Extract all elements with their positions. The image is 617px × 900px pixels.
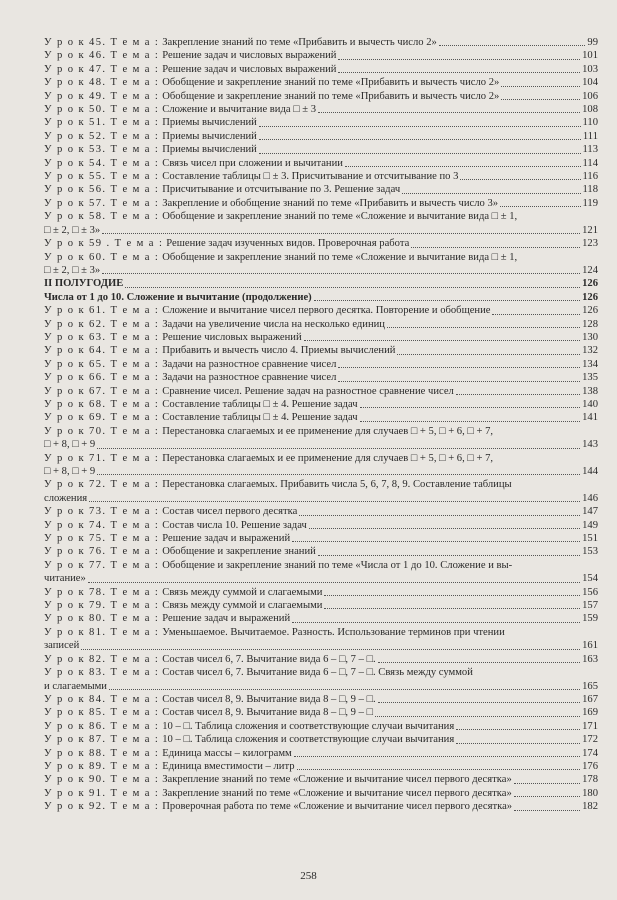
lesson-topic: Прибавить и вычесть число 4. Приемы вычислений: [162, 345, 396, 357]
page-ref: 176: [582, 760, 598, 772]
toc-row: [44, 425, 598, 438]
dot-leader: [338, 381, 580, 382]
lesson-topic: Состав чисел 8, 9. Вычитание вида 8 – □, 9 – □.: [162, 693, 376, 705]
toc-row: [44, 210, 598, 223]
toc-row: [44, 760, 598, 773]
dot-leader: [259, 126, 581, 127]
dot-leader: [411, 247, 580, 248]
lesson-topic: Закрепление и обобщение знаний по теме «Прибавить и вычесть число 3»: [162, 197, 499, 209]
lesson-label: У р о к 71. Т е м а :: [44, 452, 160, 464]
toc-row: [44, 519, 598, 532]
dot-leader: [259, 153, 581, 154]
toc-row: [44, 197, 598, 210]
toc-row: [44, 49, 598, 62]
page-ref: 144: [582, 466, 598, 477]
dot-leader: [456, 729, 580, 730]
lesson-label: У р о к 72. Т е м а :: [44, 479, 160, 491]
toc-row: [44, 612, 598, 625]
page-ref: 114: [582, 157, 598, 169]
lesson-topic: Задачи на разностное сравнение чисел: [162, 358, 337, 370]
lesson-topic: Перестановка слагаемых и ее применение для случаев □ + 5, □ + 6, □ + 7,: [162, 425, 494, 437]
lesson-label: У р о к 67. Т е м а :: [44, 385, 160, 397]
lesson-topic: Связь чисел при сложении и вычитании: [162, 157, 343, 169]
lesson-topic: Состав чисел 6, 7. Вычитание вида 6 – □, 7 – □.: [162, 653, 376, 665]
page-ref: 161: [582, 640, 598, 652]
lesson-topic: Составление таблицы □ ± 4. Решение задач: [162, 412, 358, 424]
page-ref: 163: [582, 653, 598, 665]
lesson-label: У р о к 54. Т е м а :: [44, 157, 160, 169]
toc-row: [44, 157, 598, 170]
lesson-label: У р о к 46. Т е м а :: [44, 50, 160, 62]
lesson-topic: Состав чисел 8, 9. Вычитание вида 8 – □, 9 – □: [162, 707, 373, 719]
lesson-label: У р о к 52. Т е м а :: [44, 130, 160, 142]
dot-leader: [514, 783, 580, 784]
page-ref: 182: [582, 801, 598, 813]
page-ref: 126: [582, 278, 598, 290]
toc-row: [44, 639, 598, 652]
lesson-topic: 10 – □. Таблица сложения и соответствующие случаи вычитания: [162, 720, 455, 732]
lesson-label: У р о к 81. Т е м а :: [44, 626, 160, 638]
page-ref: 126: [582, 305, 598, 317]
dot-leader: [460, 179, 580, 180]
lesson-label: У р о к 77. Т е м а :: [44, 559, 160, 571]
toc-row: [44, 706, 598, 719]
lesson-topic: Перестановка слагаемых и ее применение для случаев □ + 5, □ + 6, □ + 7,: [162, 452, 494, 464]
page-ref: 165: [582, 680, 598, 692]
dot-leader: [97, 448, 580, 449]
lesson-topic: Связь между суммой и слагаемыми: [162, 600, 323, 612]
toc-row: [44, 492, 598, 505]
page-ref: 138: [582, 385, 598, 397]
lesson-label: У р о к 65. Т е м а :: [44, 358, 160, 370]
lesson-label: У р о к 92. Т е м а :: [44, 801, 160, 813]
toc-row: [44, 545, 598, 558]
lesson-label: У р о к 76. Т е м а :: [44, 546, 160, 558]
dot-leader: [97, 474, 580, 475]
lesson-topic: Числа от 1 до 10. Сложение и вычитание (продолжение): [44, 291, 312, 303]
dot-leader: [324, 608, 580, 609]
lesson-topic: Обобщение и закрепление знаний по теме «Числа от 1 до 10. Сложение и вы-: [162, 559, 513, 571]
dot-leader: [318, 112, 580, 113]
toc-row: [44, 720, 598, 733]
dot-leader: [309, 528, 580, 529]
dot-leader: [88, 582, 580, 583]
page-ref: 116: [582, 171, 598, 183]
lesson-label: У р о к 49. Т е м а :: [44, 90, 160, 102]
lesson-label: У р о к 90. Т е м а :: [44, 774, 160, 786]
page-ref: 143: [582, 439, 598, 451]
toc-row: [44, 130, 598, 143]
toc-row: [44, 304, 598, 317]
page-ref: 157: [582, 600, 598, 612]
page-ref: 169: [582, 707, 598, 719]
lesson-label: У р о к 83. Т е м а :: [44, 667, 160, 679]
page-ref: 101: [582, 50, 598, 62]
toc-row: [44, 103, 598, 116]
lesson-topic: Состав числа 10. Решение задач: [162, 519, 307, 531]
page-ref: 110: [582, 117, 598, 129]
lesson-topic: Единица вместимости – литр: [162, 760, 295, 772]
lesson-topic: Единица массы – килограмм: [162, 747, 292, 759]
toc-row: [44, 143, 598, 156]
toc-row: [44, 586, 598, 599]
toc-row: [44, 572, 598, 585]
dot-leader: [456, 394, 580, 395]
page-ref: 108: [582, 104, 598, 116]
toc-row: [44, 438, 598, 451]
lesson-label: У р о к 60. Т е м а :: [44, 251, 160, 263]
page-ref: 103: [582, 63, 598, 75]
page-ref: 124: [582, 264, 598, 276]
dot-leader: [304, 340, 581, 341]
lesson-label: У р о к 86. Т е м а :: [44, 720, 160, 732]
dot-leader: [378, 702, 580, 703]
page-ref: 134: [582, 358, 598, 370]
page-ref: 151: [582, 533, 598, 545]
lesson-topic: Составление таблицы □ ± 4. Решение задач: [162, 398, 358, 410]
lesson-topic: Уменьшаемое. Вычитаемое. Разность. Использование терминов при чтении: [162, 626, 505, 638]
page-ref: 119: [582, 197, 598, 209]
dot-leader: [314, 300, 580, 301]
lesson-label: У р о к 59 . Т е м а :: [44, 238, 164, 250]
lesson-topic: 10 – □. Таблица сложения и соответствующие случаи вычитания: [162, 734, 455, 746]
dot-leader: [360, 407, 581, 408]
toc-row: [44, 251, 598, 264]
lesson-topic: Решение задач и выражений: [162, 613, 291, 625]
page-ref: 147: [582, 506, 598, 518]
lesson-topic: □ + 8, □ + 9: [44, 466, 96, 477]
dot-leader: [109, 689, 580, 690]
toc-row: [44, 264, 598, 277]
dot-leader: [456, 743, 580, 744]
toc-row: [44, 478, 598, 491]
dot-leader: [514, 810, 580, 811]
lesson-topic: Сравнение чисел. Решение задач на разностное сравнение чисел: [162, 385, 454, 397]
page-ref: 174: [582, 747, 598, 759]
lesson-label: У р о к 53. Т е м а :: [44, 144, 160, 156]
toc-row: [44, 371, 598, 384]
toc-row: [44, 599, 598, 612]
dot-leader: [387, 327, 580, 328]
toc-row: [44, 626, 598, 639]
lesson-topic: Сложение и вычитание вида □ ± 3: [162, 104, 317, 116]
lesson-topic: Решение задач и числовых выражений: [162, 50, 337, 62]
page-ref: 167: [582, 693, 598, 705]
toc-row: [44, 90, 598, 103]
toc-row: [44, 318, 598, 331]
dot-leader: [125, 287, 580, 288]
page-ref: 156: [582, 586, 598, 598]
lesson-topic: Обобщение и закрепление знаний: [162, 546, 316, 558]
toc-row: [44, 36, 598, 49]
lesson-label: У р о к 51. Т е м а :: [44, 117, 160, 129]
lesson-topic: Решение задач и числовых выражений: [162, 63, 337, 75]
toc-row: [44, 773, 598, 786]
dot-leader: [318, 555, 580, 556]
toc-row: [44, 680, 598, 693]
toc-row: [44, 63, 598, 76]
dot-leader: [324, 595, 580, 596]
toc-row: [44, 331, 598, 344]
page-ref: 141: [582, 412, 598, 424]
lesson-topic: и слагаемыми: [44, 680, 107, 692]
toc-row: [44, 800, 598, 813]
page-ref: 113: [582, 144, 598, 156]
dot-leader: [375, 716, 580, 717]
page-number: 258: [300, 870, 317, 882]
toc-row: [44, 385, 598, 398]
lesson-topic: Обобщение и закрепление знаний по теме «Сложение и вычитание вида □ ± 1,: [162, 211, 518, 223]
toc-row: [44, 398, 598, 411]
lesson-label: У р о к 48. Т е м а :: [44, 77, 160, 89]
page-ref: 135: [582, 372, 598, 384]
toc-row: [44, 559, 598, 572]
lesson-label: У р о к 82. Т е м а :: [44, 653, 160, 665]
page-ref: 149: [582, 519, 598, 531]
dot-leader: [338, 367, 580, 368]
lesson-label: У р о к 84. Т е м а :: [44, 693, 160, 705]
toc-row: [44, 653, 598, 666]
lesson-label: У р о к 58. Т е м а :: [44, 211, 160, 223]
page-ref: 128: [582, 318, 598, 330]
toc-row: [44, 170, 598, 183]
dot-leader: [338, 59, 580, 60]
page-ref: 130: [582, 331, 598, 343]
lesson-topic: Задачи на увеличение числа на несколько единиц: [162, 318, 385, 330]
toc-row: [44, 666, 598, 679]
page-ref: 171: [582, 720, 598, 732]
lesson-topic: Закрепление знаний по теме «Сложение и вычитание чисел первого десятка»: [162, 787, 512, 799]
dot-leader: [297, 769, 581, 770]
dot-leader: [292, 541, 580, 542]
lesson-label: У р о к 47. Т е м а :: [44, 63, 160, 75]
page-ref: 159: [582, 613, 598, 625]
page-ref: 111: [582, 130, 598, 142]
dot-leader: [294, 756, 580, 757]
lesson-topic: Связь между суммой и слагаемыми: [162, 586, 323, 598]
lesson-topic: Сложение и вычитание чисел первого десятка. Повторение и обобщение: [162, 305, 491, 317]
page-ref: 118: [582, 184, 598, 196]
lesson-topic: Обобщение и закрепление знаний по теме «Сложение и вычитание вида □ ± 1,: [162, 251, 518, 263]
toc-row: [44, 452, 598, 465]
toc-row: [44, 116, 598, 129]
lesson-label: У р о к 89. Т е м а :: [44, 760, 160, 772]
lesson-topic: читание»: [44, 573, 86, 585]
lesson-label: У р о к 50. Т е м а :: [44, 104, 160, 116]
toc-row: [44, 693, 598, 706]
lesson-topic: Перестановка слагаемых. Прибавить числа 5, 6, 7, 8, 9. Составление таблицы: [162, 479, 512, 491]
dot-leader: [81, 649, 580, 650]
dot-leader: [492, 314, 580, 315]
toc-row: [44, 787, 598, 800]
dot-leader: [439, 45, 586, 46]
lesson-label: У р о к 91. Т е м а :: [44, 787, 160, 799]
lesson-label: У р о к 66. Т е м а :: [44, 372, 160, 384]
lesson-label: У р о к 70. Т е м а :: [44, 425, 160, 437]
page-ref: 123: [582, 238, 598, 250]
lesson-topic: □ ± 2, □ ± 3»: [44, 264, 101, 276]
dot-leader: [292, 622, 580, 623]
toc-row: [44, 237, 598, 250]
lesson-topic: Решение числовых выражений: [162, 331, 302, 343]
toc-row: [44, 505, 598, 518]
toc-row: [44, 358, 598, 371]
page-ref: 180: [582, 787, 598, 799]
lesson-topic: сложения: [44, 492, 88, 504]
lesson-label: У р о к 56. Т е м а :: [44, 184, 160, 196]
lesson-topic: Решение задач и выражений: [162, 533, 291, 545]
lesson-topic: Закрепление знаний по теме «Прибавить и вычесть число 2»: [162, 37, 437, 48]
lesson-label: У р о к 57. Т е м а :: [44, 197, 160, 209]
lesson-label: У р о к 73. Т е м а :: [44, 506, 160, 518]
lesson-label: У р о к 79. Т е м а :: [44, 600, 160, 612]
page-ref: 172: [582, 734, 598, 746]
page-ref: 104: [582, 77, 598, 89]
lesson-label: У р о к 88. Т е м а :: [44, 747, 160, 759]
toc-row: [44, 76, 598, 89]
dot-leader: [299, 515, 580, 516]
lesson-topic: Обобщение и закрепление знаний по теме «Прибавить и вычесть число 2»: [162, 77, 500, 89]
toc-row: [44, 277, 598, 290]
dot-leader: [102, 233, 580, 234]
lesson-topic: Проверочная работа по теме «Сложение и вычитание чисел первого десятка»: [162, 801, 513, 813]
toc-row: [44, 465, 598, 478]
lesson-topic: Состав чисел 6, 7. Вычитание вида 6 – □, 7 – □. Связь между суммой: [162, 667, 473, 679]
dot-leader: [397, 354, 580, 355]
lesson-topic: II ПОЛУГОДИЕ: [44, 278, 124, 290]
lesson-label: У р о к 69. Т е м а :: [44, 412, 160, 424]
lesson-topic: Решение задач изученных видов. Проверочная работа: [166, 238, 410, 250]
dot-leader: [89, 501, 580, 502]
lesson-label: У р о к 85. Т е м а :: [44, 707, 160, 719]
dot-leader: [500, 206, 580, 207]
lesson-topic: Приемы вычислений: [162, 144, 257, 156]
page-ref: 99: [587, 37, 598, 48]
lesson-topic: Приемы вычислений: [162, 117, 257, 129]
page-ref: 153: [582, 546, 598, 558]
lesson-label: У р о к 45. Т е м а :: [44, 37, 160, 48]
lesson-topic: Состав чисел первого десятка: [162, 506, 298, 518]
toc-row: [44, 183, 598, 196]
lesson-topic: Составление таблицы □ ± 3. Присчитывание и отсчитывание по 3: [162, 171, 459, 183]
toc-row: [44, 747, 598, 760]
lesson-label: У р о к 74. Т е м а :: [44, 519, 160, 531]
lesson-label: У р о к 63. Т е м а :: [44, 331, 160, 343]
lesson-label: У р о к 75. Т е м а :: [44, 533, 160, 545]
dot-leader: [501, 99, 580, 100]
toc-row: [44, 411, 598, 424]
page-ref: 126: [582, 291, 598, 303]
dot-leader: [514, 796, 580, 797]
dot-leader: [402, 193, 580, 194]
lesson-topic: Закрепление знаний по теме «Сложение и вычитание чисел первого десятка»: [162, 774, 512, 786]
lesson-label: У р о к 80. Т е м а :: [44, 613, 160, 625]
dot-leader: [338, 72, 580, 73]
dot-leader: [360, 421, 581, 422]
lesson-topic: Присчитывание и отсчитывание по 3. Решение задач: [162, 184, 401, 196]
dot-leader: [378, 662, 580, 663]
lesson-label: У р о к 78. Т е м а :: [44, 586, 160, 598]
lesson-label: У р о к 55. Т е м а :: [44, 171, 160, 183]
lesson-label: У р о к 62. Т е м а :: [44, 318, 160, 330]
page-ref: 146: [582, 492, 598, 504]
dot-leader: [259, 139, 581, 140]
page-ref: 178: [582, 774, 598, 786]
table-of-contents: [44, 36, 598, 814]
lesson-topic: Приемы вычислений: [162, 130, 257, 142]
lesson-label: У р о к 64. Т е м а :: [44, 345, 160, 357]
lesson-label: У р о к 68. Т е м а :: [44, 398, 160, 410]
dot-leader: [501, 86, 580, 87]
lesson-topic: Задачи на разностное сравнение чисел: [162, 372, 337, 384]
page-ref: 140: [582, 398, 598, 410]
toc-row: [44, 344, 598, 357]
toc-row: [44, 224, 598, 237]
toc-row: [44, 291, 598, 304]
page-ref: 121: [582, 224, 598, 236]
page-ref: 154: [582, 573, 598, 585]
lesson-topic: Обобщение и закрепление знаний по теме «Прибавить и вычесть число 2»: [162, 90, 500, 102]
toc-row: [44, 532, 598, 545]
lesson-topic: □ + 8, □ + 9: [44, 439, 96, 451]
lesson-topic: записей: [44, 640, 80, 652]
dot-leader: [102, 273, 580, 274]
lesson-label: У р о к 61. Т е м а :: [44, 305, 160, 317]
page-ref: 132: [582, 345, 598, 357]
lesson-topic: □ ± 2, □ ± 3»: [44, 224, 101, 236]
dot-leader: [345, 166, 581, 167]
toc-row: [44, 733, 598, 746]
lesson-label: У р о к 87. Т е м а :: [44, 734, 160, 746]
page-ref: 106: [582, 90, 598, 102]
